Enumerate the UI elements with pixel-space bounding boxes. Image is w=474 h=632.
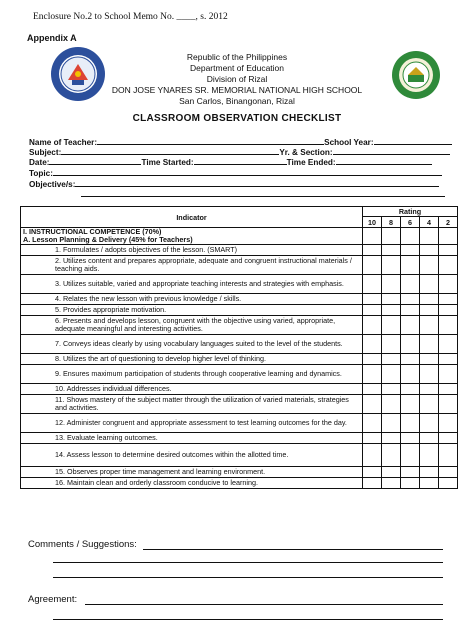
time-started-label: Time Started: — [141, 158, 194, 167]
rating-cell[interactable] — [363, 316, 382, 335]
indicator-text: 8. Utilizes the art of questioning to develop higher level of thinking. — [55, 354, 266, 364]
page-title: CLASSROOM OBSERVATION CHECKLIST — [132, 113, 342, 124]
agreement-label: Agreement: — [28, 594, 78, 605]
rating-cell[interactable] — [401, 294, 420, 305]
indicator-text: 9. Ensures maximum participation of students through cooperative learning and dynamics. — [55, 369, 342, 379]
rating-cell[interactable] — [420, 275, 439, 294]
rating-cell[interactable] — [420, 294, 439, 305]
rating-cell[interactable] — [382, 245, 401, 256]
rating-cell[interactable] — [382, 444, 401, 467]
school-name: DON JOSE YNARES SR. MEMORIAL NATIONAL HIGH SCHOOL — [111, 85, 363, 95]
rating-cell[interactable] — [401, 354, 420, 365]
indicator-cell — [21, 256, 363, 275]
indicator-cell — [21, 478, 363, 489]
rating-cell[interactable] — [420, 305, 439, 316]
rating-cell[interactable] — [420, 478, 439, 489]
rating-cell[interactable] — [401, 395, 420, 414]
rating-cell[interactable] — [363, 384, 382, 395]
checklist-item-row — [21, 444, 458, 467]
indicator-cell — [21, 365, 363, 384]
header-line-3: Division of Rizal — [206, 74, 268, 84]
rating-cell[interactable] — [401, 305, 420, 316]
header-line-1: Republic of the Philippines — [186, 52, 288, 62]
rating-cell[interactable] — [382, 365, 401, 384]
rating-cell[interactable] — [401, 433, 420, 444]
rating-cell[interactable] — [401, 414, 420, 433]
rating-cell[interactable] — [439, 294, 458, 305]
rating-cell[interactable] — [439, 354, 458, 365]
rating-cell[interactable] — [439, 228, 458, 245]
indicator-text: 11. Shows mastery of the subject matter through the utilization of varied materials, strategies and activities. — [55, 395, 349, 413]
rating-cell[interactable] — [420, 228, 439, 245]
subject-label: Subject: — [29, 148, 62, 157]
rating-cell[interactable] — [439, 444, 458, 467]
indicator-cell — [21, 433, 363, 444]
subsection-title: A. Lesson Planning & Delivery (45% for Teachers) — [23, 235, 193, 245]
indicator-cell — [21, 305, 363, 316]
appendix-label: Appendix A — [27, 33, 77, 43]
time-ended-label: Time Ended: — [286, 158, 336, 167]
rating-cell[interactable] — [420, 467, 439, 478]
topic-field[interactable] — [53, 167, 442, 176]
teacher-label: Name of Teacher: — [29, 138, 98, 147]
rating-cell[interactable] — [439, 395, 458, 414]
rating-value-header: 2 — [439, 217, 458, 228]
indicator-cell — [21, 316, 363, 335]
rating-cell[interactable] — [420, 433, 439, 444]
rating-cell[interactable] — [363, 467, 382, 478]
checklist-item-row — [21, 354, 458, 365]
indicator-cell — [21, 354, 363, 365]
rating-cell[interactable] — [401, 256, 420, 275]
checklist-item-row — [21, 467, 458, 478]
rating-cell[interactable] — [420, 395, 439, 414]
rating-cell[interactable] — [439, 433, 458, 444]
rating-cell[interactable] — [382, 395, 401, 414]
rating-cell[interactable] — [382, 294, 401, 305]
rating-cell[interactable] — [382, 256, 401, 275]
indicator-cell — [21, 275, 363, 294]
rating-cell[interactable] — [439, 245, 458, 256]
teacher-field[interactable] — [97, 136, 324, 145]
rating-cell[interactable] — [401, 245, 420, 256]
rating-cell[interactable] — [363, 414, 382, 433]
indicator-text: 15. Observes proper time management and learning environment. — [55, 467, 266, 477]
rating-value-header: 6 — [401, 217, 420, 228]
comments-line-3[interactable] — [53, 577, 443, 578]
agreement-line-2[interactable] — [53, 619, 443, 620]
rating-cell[interactable] — [439, 467, 458, 478]
indicator-text: 6. Presents and develops lesson, congruent with the objective using varied, appropriate, adequate meaningful and interesting activities. — [55, 316, 336, 334]
rating-cell[interactable] — [401, 316, 420, 335]
indicator-cell — [21, 384, 363, 395]
rating-cell[interactable] — [363, 335, 382, 354]
indicator-cell — [21, 444, 363, 467]
form-row-objectives — [29, 178, 439, 189]
agreement-line-1[interactable] — [85, 604, 443, 605]
indicator-text: 13. Evaluate learning outcomes. — [55, 433, 158, 443]
rating-cell[interactable] — [439, 275, 458, 294]
rating-cell[interactable] — [363, 256, 382, 275]
section-title: I. INSTRUCTIONAL COMPETENCE (70%) — [23, 227, 162, 236]
indicator-text: 5. Provides appropriate motivation. — [55, 305, 167, 315]
rating-cell[interactable] — [439, 414, 458, 433]
rating-cell[interactable] — [382, 414, 401, 433]
rating-cell[interactable] — [382, 228, 401, 245]
yr-section-label: Yr. & Section: — [279, 148, 333, 157]
rating-cell[interactable] — [363, 305, 382, 316]
rating-cell[interactable] — [382, 316, 401, 335]
rating-cell[interactable] — [363, 365, 382, 384]
rating-value-header: 4 — [420, 217, 439, 228]
section-label — [21, 228, 363, 245]
checklist-item-row — [21, 384, 458, 395]
rating-cell[interactable] — [363, 433, 382, 444]
rating-cell[interactable] — [363, 395, 382, 414]
objectives-field[interactable] — [75, 178, 439, 187]
time-ended-field[interactable] — [336, 156, 432, 165]
checklist-item-row — [21, 414, 458, 433]
school-year-field[interactable] — [374, 136, 452, 145]
school-address: San Carlos, Binangonan, Rizal — [179, 96, 295, 106]
checklist-item-row — [21, 294, 458, 305]
rating-cell[interactable] — [439, 384, 458, 395]
rating-cell[interactable] — [439, 365, 458, 384]
rating-cell[interactable] — [382, 335, 401, 354]
rating-value-header: 8 — [382, 217, 401, 228]
checklist-item-row — [21, 316, 458, 335]
date-label: Date: — [29, 158, 50, 167]
checklist-item-row — [21, 275, 458, 294]
enclosure-note: Enclosure No.2 to School Memo No. ____, s. 2012 — [33, 12, 228, 22]
time-started-field[interactable] — [194, 156, 287, 165]
rating-cell[interactable] — [420, 365, 439, 384]
checklist-item-row — [21, 365, 458, 384]
comments-label: Comments / Suggestions: — [28, 539, 137, 550]
indicator-text: 14. Assess lesson to determine desired outcomes within the allotted time. — [55, 450, 289, 460]
objectives-field-line-2[interactable] — [81, 196, 445, 197]
rating-cell[interactable] — [401, 478, 420, 489]
rating-cell[interactable] — [401, 335, 420, 354]
rating-cell[interactable] — [401, 444, 420, 467]
rating-header: Rating — [363, 207, 458, 217]
indicator-text: 12. Administer congruent and appropriate assessment to test learning outcomes for the day. — [55, 418, 347, 428]
rating-cell[interactable] — [382, 305, 401, 316]
indicator-text: 10. Addresses individual differences. — [55, 384, 172, 394]
checklist-item-row — [21, 335, 458, 354]
checklist-item-row — [21, 245, 458, 256]
rating-cell[interactable] — [363, 444, 382, 467]
checklist-item-row — [21, 478, 458, 489]
rating-cell[interactable] — [439, 256, 458, 275]
rating-cell[interactable] — [382, 384, 401, 395]
rating-cell[interactable] — [439, 316, 458, 335]
checklist-item-row — [21, 256, 458, 275]
rating-cell[interactable] — [363, 245, 382, 256]
rating-cell[interactable] — [401, 228, 420, 245]
rating-cell[interactable] — [382, 433, 401, 444]
checklist-item-row — [21, 395, 458, 414]
topic-label: Topic: — [29, 169, 53, 178]
objectives-label: Objective/s: — [29, 180, 76, 189]
form-row-date — [29, 156, 432, 167]
indicator-cell — [21, 294, 363, 305]
rating-cell[interactable] — [382, 467, 401, 478]
rating-cell[interactable] — [363, 275, 382, 294]
rating-cell[interactable] — [363, 228, 382, 245]
indicator-text: 7. Conveys ideas clearly by using vocabulary languages suited to the level of the students. — [55, 339, 343, 349]
rating-cell[interactable] — [401, 365, 420, 384]
section-row — [21, 228, 458, 245]
rating-cell[interactable] — [439, 335, 458, 354]
school-year-label: School Year: — [324, 138, 374, 147]
subject-field[interactable] — [61, 146, 279, 155]
indicator-cell — [21, 467, 363, 478]
indicator-cell — [21, 395, 363, 414]
indicator-cell — [21, 335, 363, 354]
rating-cell[interactable] — [401, 384, 420, 395]
yr-section-field[interactable] — [333, 146, 450, 155]
header-line-2: Department of Education — [189, 63, 285, 73]
indicator-text: 4. Relates the new lesson with previous knowledge / skills. — [55, 294, 242, 304]
comments-line-2[interactable] — [53, 562, 443, 563]
form-row-topic — [29, 167, 442, 178]
rating-value-header: 10 — [363, 217, 382, 228]
rating-cell[interactable] — [363, 294, 382, 305]
checklist-item-row — [21, 305, 458, 316]
indicator-text: 3. Utilizes suitable, varied and appropriate teaching interests and strategies with emphasis. — [55, 279, 344, 289]
checklist-item-row — [21, 433, 458, 444]
rating-cell[interactable] — [401, 467, 420, 478]
rating-cell[interactable] — [382, 354, 401, 365]
rating-cell[interactable] — [420, 354, 439, 365]
comments-line-1[interactable] — [143, 549, 443, 550]
rating-cell[interactable] — [420, 384, 439, 395]
rating-cell[interactable] — [439, 305, 458, 316]
checklist-table — [20, 206, 458, 489]
rating-cell[interactable] — [420, 335, 439, 354]
indicator-cell — [21, 414, 363, 433]
rating-cell[interactable] — [363, 478, 382, 489]
indicator-text: 16. Maintain clean and orderly classroom conducive to learning. — [55, 478, 258, 488]
rating-cell[interactable] — [420, 256, 439, 275]
indicator-text: 1. Formulates / adopts objectives of the lesson. (SMART) — [55, 245, 238, 255]
rating-cell[interactable] — [420, 316, 439, 335]
indicator-text: 2. Utilizes content and prepares appropriate, adequate and congruent instructional materials / teaching aids. — [55, 256, 352, 274]
rating-cell[interactable] — [420, 414, 439, 433]
indicator-header: Indicator — [21, 207, 363, 228]
rating-cell[interactable] — [420, 245, 439, 256]
rating-cell[interactable] — [382, 275, 401, 294]
rating-cell[interactable] — [439, 478, 458, 489]
rating-cell[interactable] — [382, 478, 401, 489]
rating-cell[interactable] — [401, 275, 420, 294]
indicator-cell — [21, 245, 363, 256]
date-field[interactable] — [49, 156, 141, 165]
rating-cell[interactable] — [420, 444, 439, 467]
rating-cell[interactable] — [363, 354, 382, 365]
